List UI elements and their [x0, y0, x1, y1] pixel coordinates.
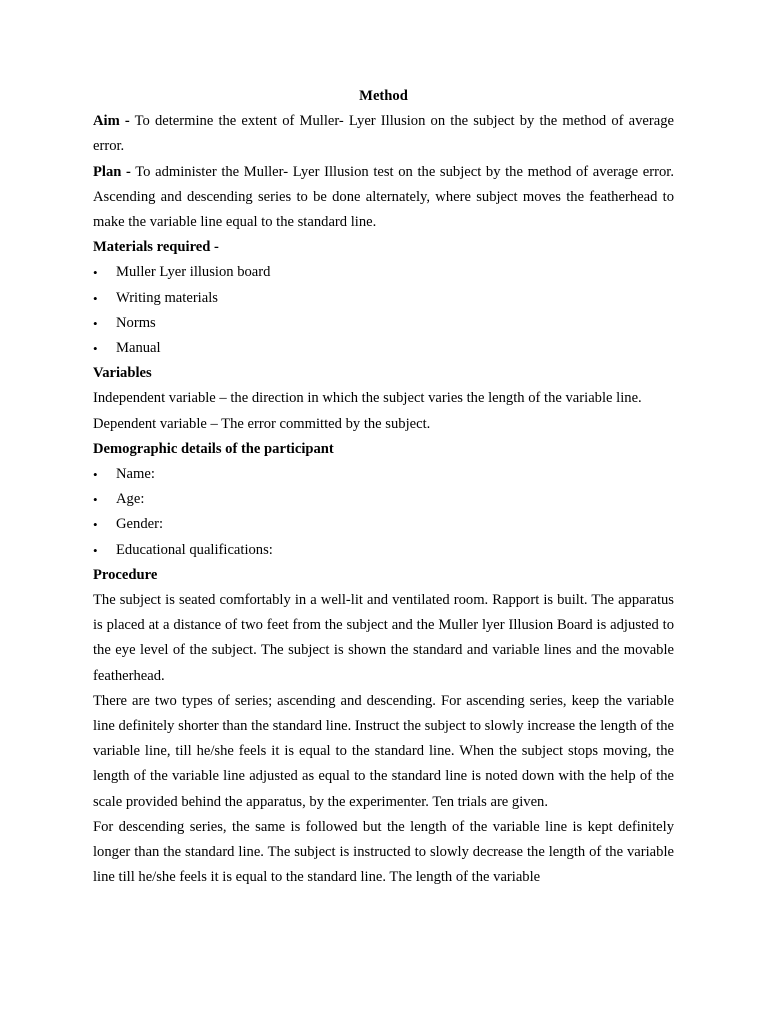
list-item: [93, 538, 674, 563]
document-page: [93, 84, 674, 891]
list-item-text: Muller Lyer illusion board: [116, 264, 271, 281]
dependent-variable-text: Dependent variable – The error committed by the subject.: [93, 415, 431, 432]
bullet-icon: •: [93, 341, 98, 357]
procedure-paragraph: The subject is seated comfortably in a well-lit and ventilated room. Rapport is built. The apparatus is placed at a distance of two feet from the subject and the Muller lyer Illusion Board is adjusted to the eye level of the subject. The subject is shown the standard and variable lines and the movable featherhead.: [93, 592, 674, 684]
demographics-list: [93, 462, 674, 563]
list-item: [93, 260, 674, 285]
bullet-icon: •: [93, 492, 98, 508]
procedure-paragraph: For descending series, the same is followed but the length of the variable line is kept definitely longer than the standard line. The subject is instructed to slowly decrease the length of the variable line till he/she feels it is equal to the standard line. The length of the variable: [93, 818, 674, 886]
demographics-heading: Demographic details of the participant: [93, 440, 334, 457]
list-item-text: Name:: [116, 466, 155, 483]
list-item-text: Gender:: [116, 516, 164, 533]
plan-label: Plan -: [93, 163, 131, 180]
bullet-icon: •: [93, 542, 98, 558]
materials-list: [93, 260, 674, 361]
bullet-icon: •: [93, 315, 98, 331]
aim-paragraph: [93, 109, 674, 159]
variables-heading: Variables: [93, 365, 152, 382]
aim-text: To determine the extent of Muller- Lyer Illusion on the subject by the method of average error.: [93, 113, 674, 155]
page-title: Method: [359, 88, 408, 104]
materials-heading: Materials required -: [93, 239, 219, 256]
bullet-icon: •: [93, 265, 98, 281]
bullet-icon: •: [93, 290, 98, 306]
list-item: [93, 512, 674, 537]
plan-text: To administer the Muller- Lyer Illusion test on the subject by the method of average error. Ascending and descending series to be done alternately, where subject moves the featherhead to make the variable line equal to the standard line.: [93, 163, 674, 231]
independent-variable-text: Independent variable – the direction in which the subject varies the length of the variable line.: [93, 390, 642, 407]
list-item: [93, 487, 674, 512]
list-item-text: Norms: [116, 314, 156, 331]
list-item: [93, 286, 674, 311]
list-item: [93, 462, 674, 487]
bullet-icon: •: [93, 467, 98, 483]
procedure-paragraph: There are two types of series; ascending and descending. For ascending series, keep the variable line definitely shorter than the standard line. Instruct the subject to slowly increase the length of the variable line, till he/she feels it is equal to the standard line. When the subject stops moving, the length of the variable line adjusted as equal to the standard line is noted down with the help of the scale provided behind the apparatus, by the experimenter. Ten trials are given.: [93, 692, 674, 810]
list-item-text: Age:: [116, 491, 145, 508]
procedure-heading: Procedure: [93, 566, 158, 583]
list-item-text: Manual: [116, 340, 161, 357]
list-item-text: Writing materials: [116, 289, 218, 306]
aim-label: Aim -: [93, 113, 130, 130]
list-item: [93, 336, 674, 361]
plan-paragraph: [93, 160, 674, 236]
list-item: [93, 311, 674, 336]
list-item-text: Educational qualifications:: [116, 541, 273, 558]
bullet-icon: •: [93, 517, 98, 533]
